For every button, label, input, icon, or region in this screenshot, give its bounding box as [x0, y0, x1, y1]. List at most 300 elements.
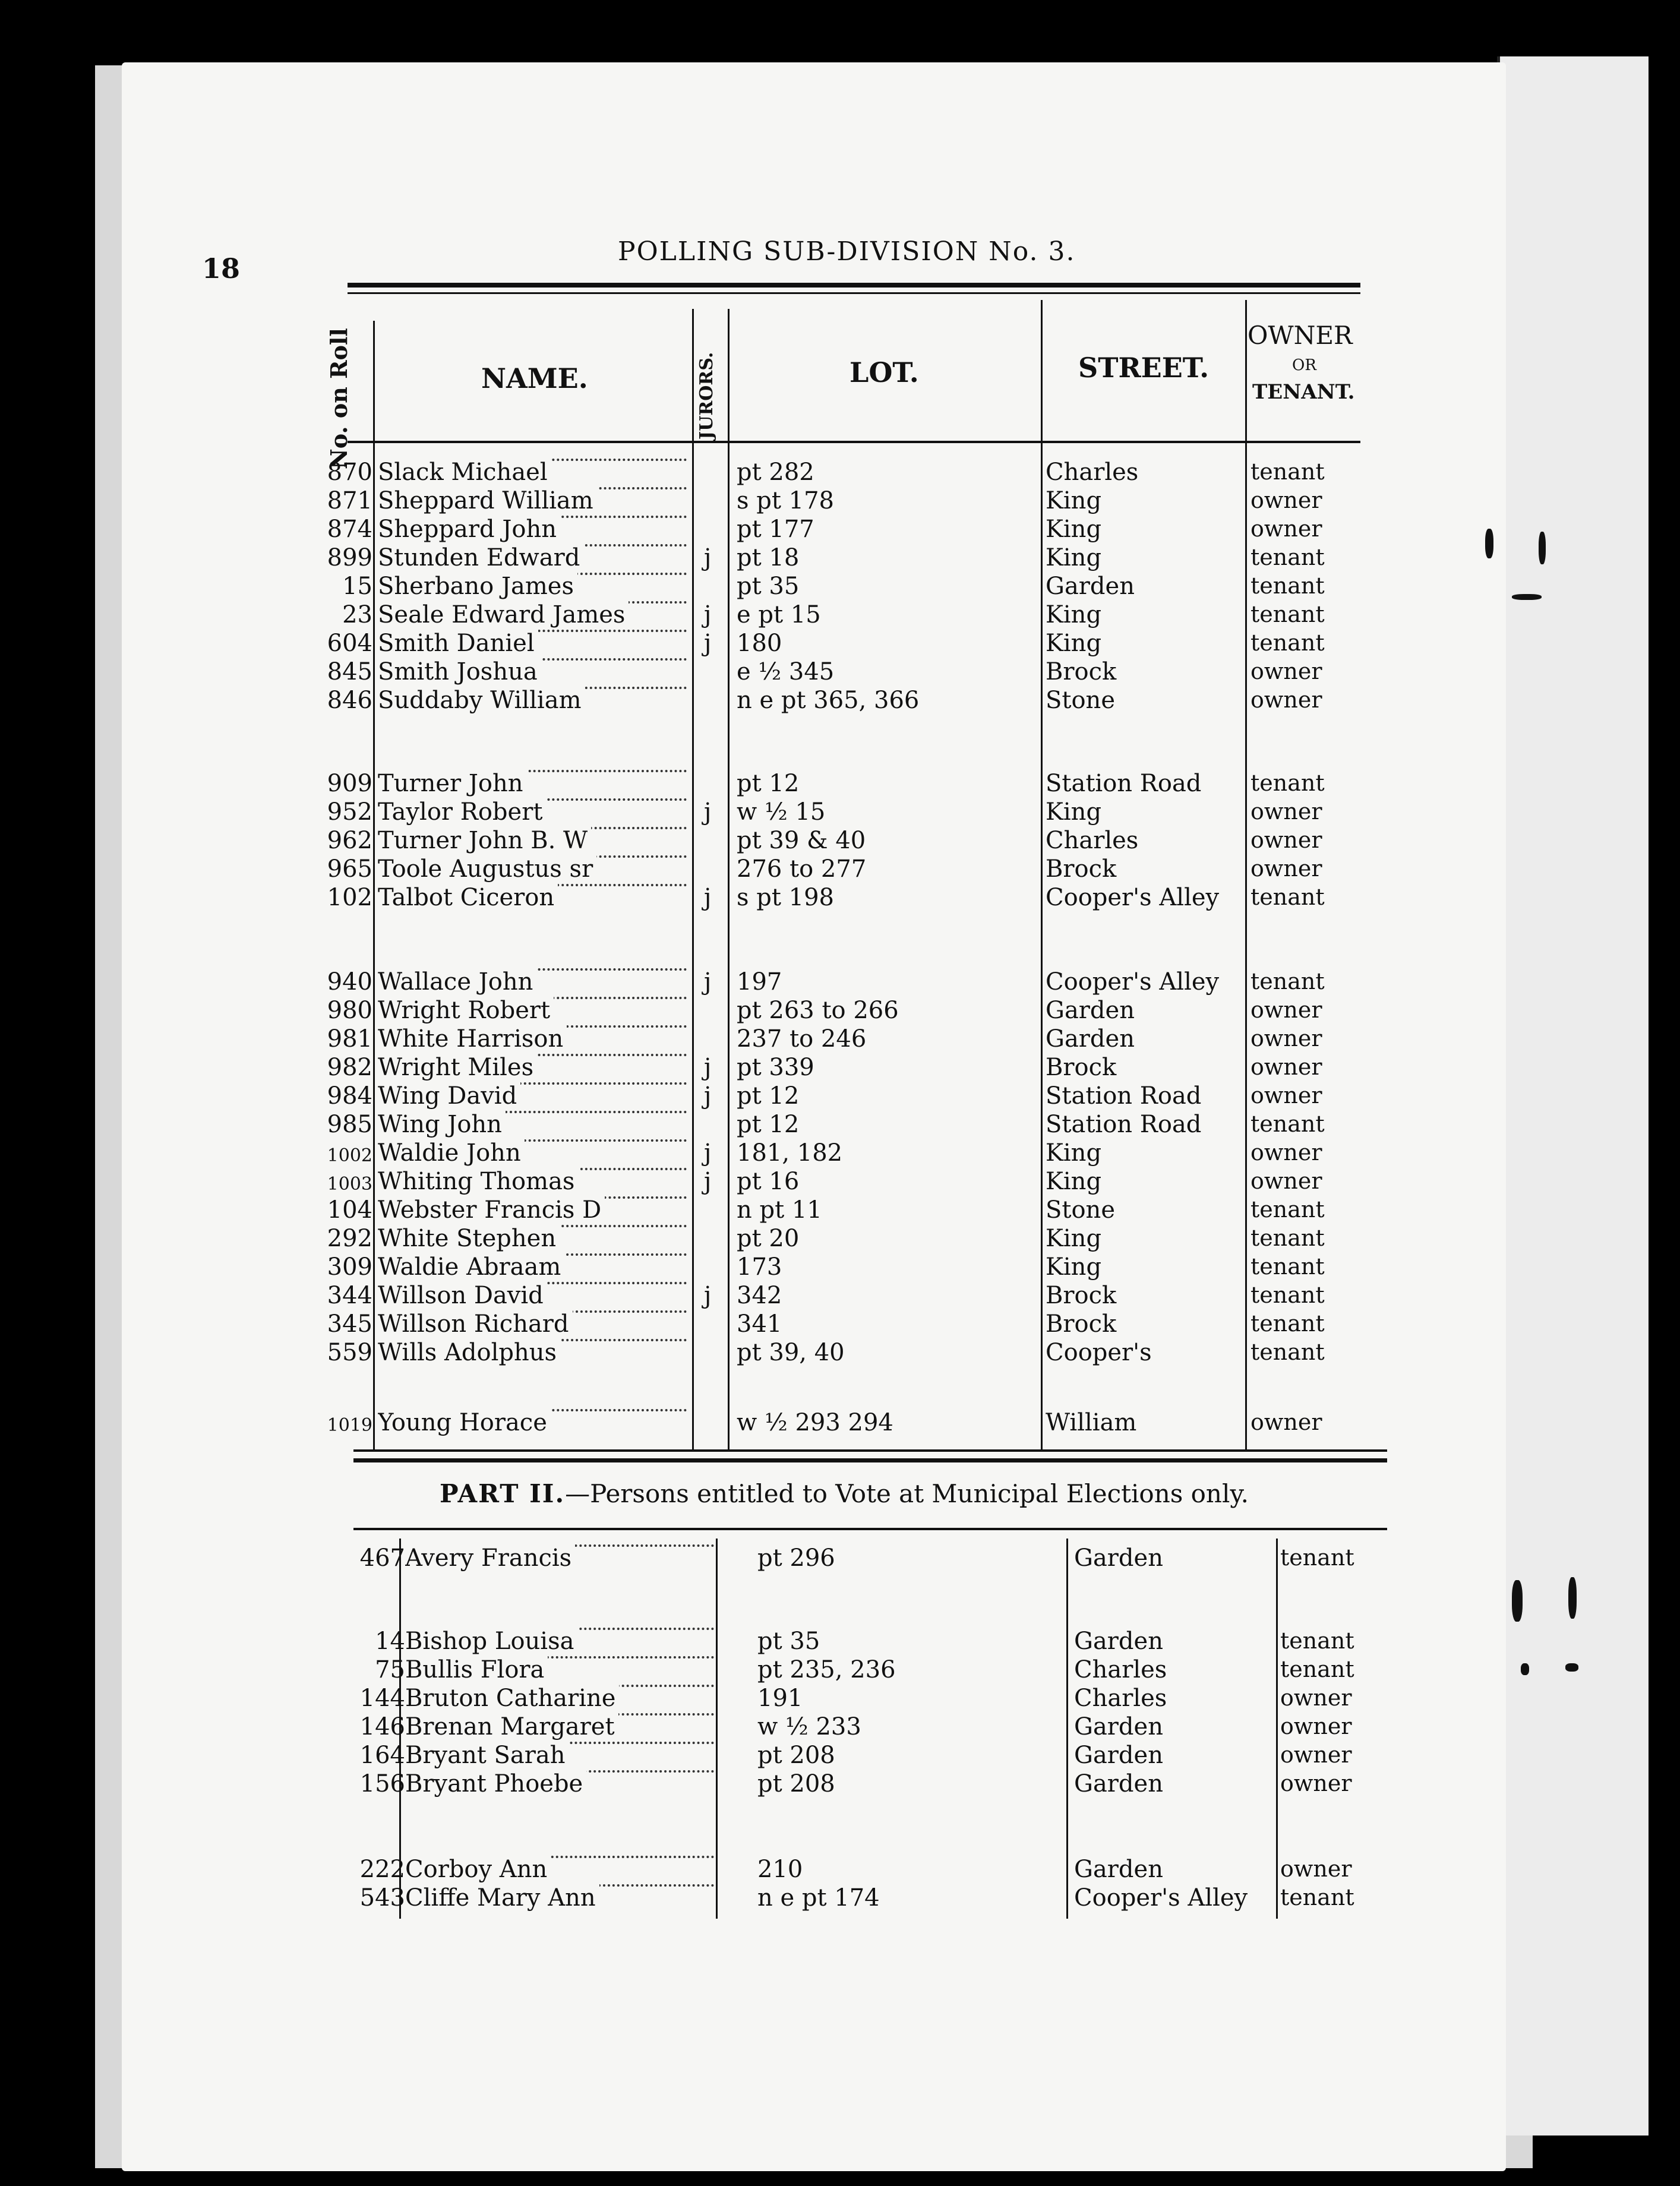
voter-name-text: Turner John [378, 770, 526, 797]
table-row [0, 459, 1680, 487]
voter-name-text: Bryant Sarah [405, 1742, 569, 1769]
roll-number: 845 [327, 658, 372, 686]
roll-number: 102 [327, 884, 372, 911]
table-row [0, 1282, 1680, 1310]
lot-number: pt 177 [737, 516, 814, 543]
voter-name-text: Corboy Ann [405, 1856, 551, 1883]
street-name: Garden [1074, 1742, 1163, 1769]
roll-number: 146 [359, 1713, 405, 1740]
voter-name [405, 1628, 714, 1655]
voter-name-text: Bruton Catharine [405, 1685, 619, 1712]
lot-number: pt 235, 236 [757, 1656, 896, 1683]
voter-name [378, 516, 687, 543]
juror-mark: j [704, 884, 712, 911]
voter-name [378, 798, 687, 826]
voter-name-text: Young Horace [378, 1409, 551, 1436]
voter-name-text: Toole Augustus sr [378, 855, 596, 883]
street-name: King [1046, 1225, 1102, 1252]
table-row [0, 1025, 1680, 1054]
roll-number: 846 [327, 687, 372, 714]
owner-or-tenant: owner [1250, 487, 1322, 513]
roll-number: 940 [327, 968, 372, 996]
header-top-rule [348, 283, 1360, 288]
lot-number: pt 39 & 40 [737, 827, 866, 854]
lot-number: 276 to 277 [737, 855, 867, 883]
table-row [0, 658, 1680, 687]
scan-speck [1568, 1577, 1577, 1619]
owner-or-tenant: owner [1250, 827, 1322, 853]
roll-number: 871 [327, 487, 372, 514]
street-name: Charles [1046, 459, 1139, 486]
roll-number: 309 [327, 1253, 372, 1281]
voter-name-text: Turner John B. W [378, 827, 591, 854]
voter-name [378, 1282, 687, 1309]
voter-name [378, 1409, 687, 1436]
voter-name [378, 1025, 687, 1053]
roll-number: 984 [327, 1082, 372, 1110]
owner-or-tenant: owner [1250, 1082, 1322, 1108]
voter-name [378, 1111, 687, 1138]
roll-number: 981 [327, 1025, 372, 1053]
street-name: Charles [1074, 1685, 1167, 1712]
street-name: Garden [1074, 1856, 1163, 1883]
roll-number: 899 [327, 544, 372, 571]
roll-number: 345 [327, 1310, 372, 1338]
lot-number: 191 [757, 1685, 803, 1712]
lot-number: 341 [737, 1310, 782, 1338]
voter-name-text: Taylor Robert [378, 798, 546, 826]
lot-number: pt 12 [737, 770, 800, 797]
voter-name [405, 1685, 714, 1712]
owner-or-tenant: tenant [1250, 1225, 1325, 1251]
lot-number: pt 12 [737, 1111, 800, 1138]
owner-or-tenant: tenant [1250, 1196, 1325, 1222]
juror-mark: j [704, 544, 712, 571]
voter-name-text: Sherbano James [378, 573, 577, 600]
voter-name-text: Willson David [378, 1282, 547, 1309]
voter-name [378, 658, 687, 686]
roll-number: 1019 [327, 1415, 372, 1436]
voter-name-text: Cliffe Mary Ann [405, 1884, 599, 1912]
street-name: Garden [1046, 1025, 1135, 1053]
juror-mark: j [704, 1282, 712, 1309]
header-lot: LOT. [850, 356, 919, 388]
scan-speck [1565, 1663, 1578, 1672]
table-row [0, 1139, 1680, 1168]
voter-name-text: Bullis Flora [405, 1656, 548, 1683]
lot-number: pt 339 [737, 1054, 814, 1081]
lot-number: pt 18 [737, 544, 800, 571]
table-row [0, 1856, 1680, 1884]
header-bottom-rule [348, 441, 1360, 443]
table-row [0, 1656, 1680, 1685]
owner-or-tenant: tenant [1250, 573, 1325, 599]
owner-or-tenant: tenant [1250, 1253, 1325, 1280]
street-name: Garden [1074, 1713, 1163, 1740]
lot-number: s pt 178 [737, 487, 834, 514]
street-name: Stone [1046, 687, 1115, 714]
voter-name [378, 997, 687, 1024]
voter-name [378, 630, 687, 657]
lot-number: 197 [737, 968, 782, 996]
roll-number: 1003 [327, 1174, 372, 1195]
roll-number: 104 [327, 1196, 372, 1224]
table-row [0, 1713, 1680, 1742]
voter-name [405, 1856, 714, 1883]
table-row [0, 1310, 1680, 1339]
header-or: OR [1292, 356, 1316, 374]
roll-number: 870 [327, 459, 372, 486]
table-row [0, 601, 1680, 630]
voter-name-text: Wills Adolphus [378, 1339, 560, 1366]
owner-or-tenant: owner [1280, 1742, 1352, 1768]
owner-or-tenant: tenant [1250, 884, 1325, 910]
roll-number: 344 [327, 1282, 372, 1309]
roll-number: 15 [342, 573, 372, 600]
voter-name-text: White Harrison [378, 1025, 567, 1053]
street-name: King [1046, 601, 1102, 628]
owner-or-tenant: owner [1280, 1685, 1352, 1711]
street-name: Cooper's Alley [1074, 1884, 1248, 1912]
roll-number: 222 [359, 1856, 405, 1883]
table-row [0, 770, 1680, 798]
street-name: King [1046, 487, 1102, 514]
owner-or-tenant: owner [1250, 855, 1322, 882]
lot-number: n pt 11 [737, 1196, 822, 1224]
table-row [0, 1339, 1680, 1367]
table-row [0, 1884, 1680, 1913]
voter-name-text: Wing John [378, 1111, 506, 1138]
juror-mark: j [704, 798, 712, 826]
lot-number: e pt 15 [737, 601, 821, 628]
owner-or-tenant: tenant [1250, 459, 1325, 485]
voter-name [378, 1225, 687, 1252]
voter-name-text: Stunden Edward [378, 544, 583, 571]
voter-name [378, 1168, 687, 1195]
voter-name [378, 687, 687, 714]
owner-or-tenant: tenant [1280, 1544, 1354, 1571]
juror-mark: j [704, 601, 712, 628]
voter-name [378, 487, 687, 514]
owner-or-tenant: owner [1280, 1856, 1352, 1882]
owner-or-tenant: owner [1280, 1713, 1352, 1739]
table-row [0, 1685, 1680, 1713]
table-row [0, 630, 1680, 658]
lot-number: pt 35 [757, 1628, 820, 1655]
roll-number: 874 [327, 516, 372, 543]
voter-name [378, 459, 687, 486]
lot-number: pt 296 [757, 1544, 835, 1572]
voter-name-text: Webster Francis D [378, 1196, 605, 1224]
voter-name [378, 1196, 687, 1224]
lot-number: pt 208 [757, 1742, 835, 1769]
roll-number: 292 [327, 1225, 372, 1252]
owner-or-tenant: tenant [1250, 968, 1325, 994]
lot-number: pt 39, 40 [737, 1339, 845, 1366]
owner-or-tenant: tenant [1250, 1310, 1325, 1337]
table-row [0, 1544, 1680, 1573]
street-name: William [1046, 1409, 1137, 1436]
street-name: Cooper's Alley [1046, 884, 1220, 911]
lot-number: pt 20 [737, 1225, 800, 1252]
table-row [0, 1196, 1680, 1225]
scan-speck [1512, 1580, 1523, 1622]
roll-number: 467 [359, 1544, 405, 1572]
table-row [0, 827, 1680, 855]
voter-name [378, 544, 687, 571]
voter-name [378, 601, 687, 628]
owner-or-tenant: tenant [1250, 770, 1325, 796]
juror-mark: j [704, 630, 712, 657]
street-name: Brock [1046, 658, 1117, 686]
voter-name [405, 1656, 714, 1683]
table-row [0, 997, 1680, 1025]
voter-name-text: Wallace John [378, 968, 536, 996]
lot-number: w ½ 15 [737, 798, 826, 826]
juror-mark: j [704, 1139, 712, 1167]
voter-name-text: Slack Michael [378, 459, 551, 486]
header-owner: OWNER [1248, 321, 1353, 350]
part1-bottom-rule [353, 1449, 1387, 1452]
street-name: King [1046, 1253, 1102, 1281]
header-jurors: JURORS. [696, 352, 717, 440]
street-name: Brock [1046, 855, 1117, 883]
table-row [0, 544, 1680, 573]
street-name: King [1046, 798, 1102, 826]
owner-or-tenant: owner [1250, 997, 1322, 1023]
table-row [0, 798, 1680, 827]
lot-number: e ½ 345 [737, 658, 835, 686]
voter-name-text: Talbot Ciceron [378, 884, 558, 911]
roll-number: 962 [327, 827, 372, 854]
owner-or-tenant: tenant [1280, 1628, 1354, 1654]
street-name: Garden [1046, 573, 1135, 600]
street-name: King [1046, 516, 1102, 543]
street-name: Garden [1046, 997, 1135, 1024]
voter-name-text: Sheppard William [378, 487, 597, 514]
part2-label: PART II. [440, 1479, 566, 1508]
owner-or-tenant: tenant [1250, 544, 1325, 570]
voter-name-text: Seale Edward James [378, 601, 629, 628]
lot-number: 210 [757, 1856, 803, 1883]
scan-speck [1521, 1663, 1529, 1675]
table-row [0, 1082, 1680, 1111]
juror-mark: j [704, 1082, 712, 1110]
table-row [0, 1054, 1680, 1082]
voter-name-text: Bishop Louisa [405, 1628, 577, 1655]
street-name: Charles [1046, 827, 1139, 854]
header-no-on-roll: No. on Roll [326, 328, 352, 469]
street-name: Brock [1046, 1054, 1117, 1081]
owner-or-tenant: owner [1250, 516, 1322, 542]
voter-name [378, 1054, 687, 1081]
table-row [0, 487, 1680, 516]
voter-name [405, 1713, 714, 1740]
part2-top-rule [353, 1528, 1387, 1530]
table-row [0, 1770, 1680, 1799]
owner-or-tenant: owner [1250, 1168, 1322, 1194]
table-row [0, 573, 1680, 601]
street-name: Station Road [1046, 770, 1202, 797]
lot-number: pt 208 [757, 1770, 835, 1798]
voter-name-text: Wright Miles [378, 1054, 537, 1081]
roll-number: 604 [327, 630, 372, 657]
roll-number: 952 [327, 798, 372, 826]
owner-or-tenant: owner [1250, 1054, 1322, 1080]
scan-speck [1485, 529, 1493, 558]
lot-number: n e pt 365, 366 [737, 687, 920, 714]
owner-or-tenant: tenant [1250, 1282, 1325, 1308]
lot-number: pt 282 [737, 459, 814, 486]
roll-number: 75 [375, 1656, 405, 1683]
voter-name-text: Smith Daniel [378, 630, 538, 657]
lot-number: pt 12 [737, 1082, 800, 1110]
voter-name [405, 1770, 714, 1798]
street-name: Garden [1074, 1628, 1163, 1655]
roll-number: 543 [359, 1884, 405, 1912]
lot-number: pt 16 [737, 1168, 800, 1195]
street-name: Brock [1046, 1282, 1117, 1309]
voter-name-text: Smith Joshua [378, 658, 541, 686]
table-row [0, 1168, 1680, 1196]
juror-mark: j [704, 1054, 712, 1081]
voter-name [378, 1339, 687, 1366]
owner-or-tenant: owner [1250, 687, 1322, 713]
page-number: 18 [202, 252, 241, 285]
lot-number: pt 35 [737, 573, 800, 600]
owner-or-tenant: tenant [1250, 630, 1325, 656]
header-tenant: TENANT. [1252, 380, 1355, 404]
lot-number: n e pt 174 [757, 1884, 880, 1912]
owner-or-tenant: tenant [1280, 1884, 1354, 1910]
table-row [0, 516, 1680, 544]
street-name: Station Road [1046, 1082, 1202, 1110]
roll-number: 559 [327, 1339, 372, 1366]
voter-name [378, 968, 687, 996]
owner-or-tenant: owner [1250, 1409, 1322, 1435]
owner-or-tenant: owner [1280, 1770, 1352, 1796]
voter-name-text: Avery Francis [405, 1544, 575, 1572]
roll-number: 14 [375, 1628, 405, 1655]
scan-speck [1512, 594, 1542, 600]
voter-name [378, 573, 687, 600]
voter-name [405, 1742, 714, 1769]
header-street: STREET. [1078, 352, 1210, 384]
street-name: King [1046, 544, 1102, 571]
roll-number: 164 [359, 1742, 405, 1769]
street-name: Cooper's Alley [1046, 968, 1220, 996]
owner-or-tenant: tenant [1280, 1656, 1354, 1682]
lot-number: w ½ 293 294 [737, 1409, 893, 1436]
street-name: Stone [1046, 1196, 1115, 1224]
roll-number: 144 [359, 1685, 405, 1712]
voter-name [378, 827, 687, 854]
street-name: Station Road [1046, 1111, 1202, 1138]
owner-or-tenant: owner [1250, 798, 1322, 825]
owner-or-tenant: owner [1250, 658, 1322, 684]
juror-mark: j [704, 1168, 712, 1195]
table-row [0, 1225, 1680, 1253]
owner-or-tenant: tenant [1250, 601, 1325, 627]
voter-name [378, 884, 687, 911]
part1-bottom-rule-thick [353, 1458, 1387, 1462]
part2-heading [440, 1479, 1249, 1508]
street-name: King [1046, 1168, 1102, 1195]
street-name: King [1046, 1139, 1102, 1167]
page-title: POLLING SUB-DIVISION No. 3. [618, 236, 1076, 267]
table-row [0, 884, 1680, 912]
table-row [0, 968, 1680, 997]
lot-number: 237 to 246 [737, 1025, 867, 1053]
voter-name-text: White Stephen [378, 1225, 560, 1252]
lot-number: w ½ 233 [757, 1713, 861, 1740]
voter-name [378, 855, 687, 883]
roll-number: 909 [327, 770, 372, 797]
lot-number: 342 [737, 1282, 782, 1309]
juror-mark: j [704, 968, 712, 996]
table-row [0, 1409, 1680, 1438]
voter-name [405, 1544, 714, 1572]
table-row [0, 1628, 1680, 1656]
voter-name-text: Wright Robert [378, 997, 554, 1024]
lot-number: pt 263 to 266 [737, 997, 899, 1024]
roll-number: 1002 [327, 1145, 372, 1166]
street-name: Charles [1074, 1656, 1167, 1683]
voter-name [378, 770, 687, 797]
table-row [0, 855, 1680, 884]
owner-or-tenant: tenant [1250, 1111, 1325, 1137]
owner-or-tenant: owner [1250, 1139, 1322, 1165]
roll-number: 965 [327, 855, 372, 883]
header-name: NAME. [481, 362, 588, 394]
voter-name-text: Whiting Thomas [378, 1168, 578, 1195]
voter-name-text: Wing David [378, 1082, 520, 1110]
roll-number: 980 [327, 997, 372, 1024]
voter-name-text: Willson Richard [378, 1310, 573, 1338]
lot-number: 180 [737, 630, 782, 657]
scan-speck [1539, 532, 1546, 564]
table-row [0, 1742, 1680, 1770]
voter-name-text: Suddaby William [378, 687, 585, 714]
voter-name [405, 1884, 714, 1912]
street-name: Garden [1074, 1544, 1163, 1572]
lot-number: 181, 182 [737, 1139, 843, 1167]
voter-name-text: Waldie John [378, 1139, 525, 1167]
voter-name [378, 1253, 687, 1281]
roll-number: 985 [327, 1111, 372, 1138]
owner-or-tenant: owner [1250, 1025, 1322, 1051]
street-name: Brock [1046, 1310, 1117, 1338]
roll-number: 156 [359, 1770, 405, 1798]
street-name: Garden [1074, 1770, 1163, 1798]
roll-number: 23 [342, 601, 372, 628]
voter-name [378, 1082, 687, 1110]
voter-name-text: Waldie Abraam [378, 1253, 564, 1281]
lot-number: 173 [737, 1253, 782, 1281]
voter-name-text: Sheppard John [378, 516, 560, 543]
voter-name-text: Bryant Phoebe [405, 1770, 586, 1798]
lot-number: s pt 198 [737, 884, 834, 911]
table-row [0, 1111, 1680, 1139]
voter-name [378, 1310, 687, 1338]
voter-name-text: Brenan Margaret [405, 1713, 618, 1740]
roll-number: 982 [327, 1054, 372, 1081]
street-name: Cooper's [1046, 1339, 1152, 1366]
table-row [0, 687, 1680, 715]
part2-text: —Persons entitled to Vote at Municipal Elections only. [565, 1479, 1249, 1508]
table-row [0, 1253, 1680, 1282]
header-top-rule-thin [348, 292, 1360, 294]
